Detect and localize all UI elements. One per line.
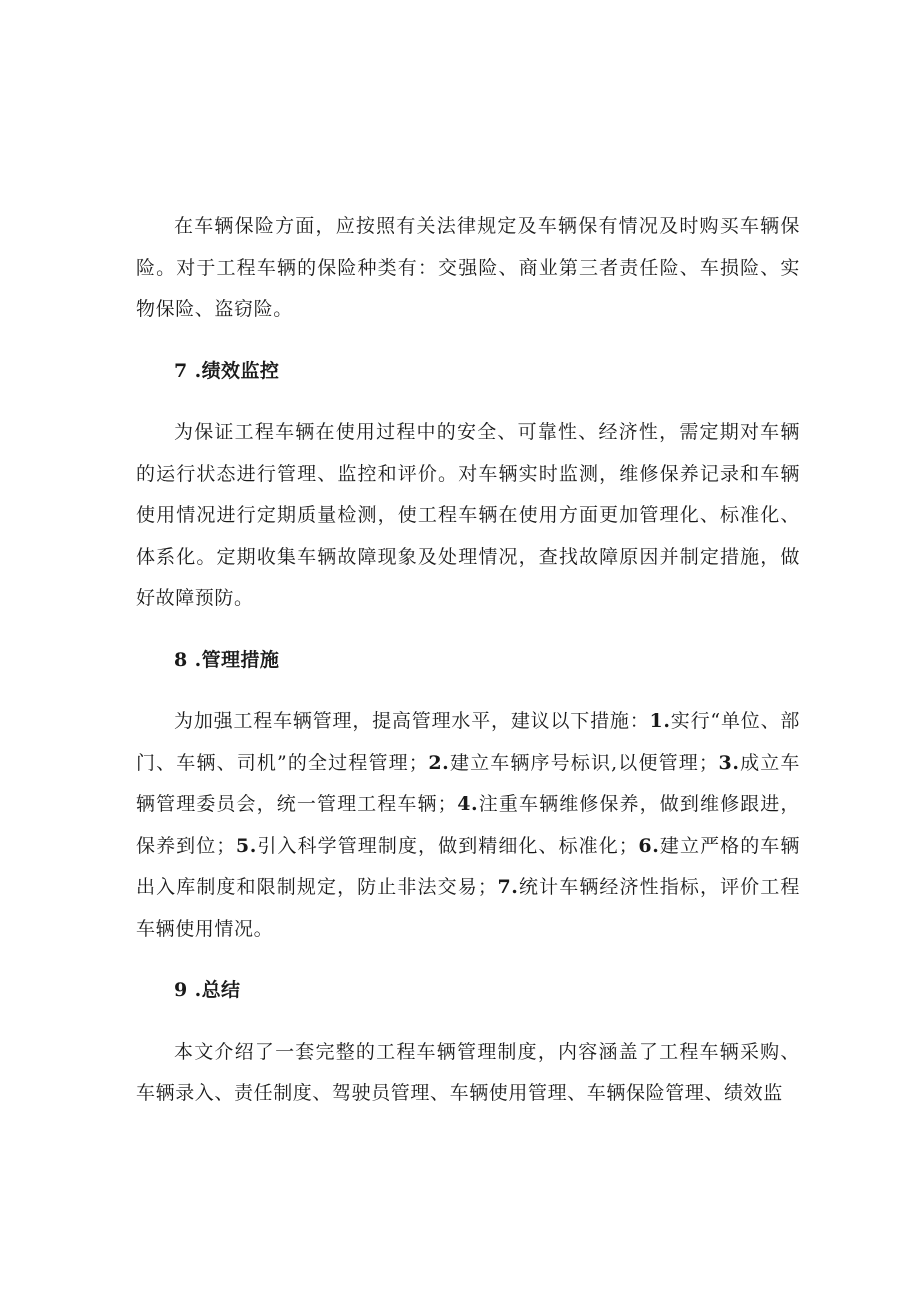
measure-number: 7. — [497, 876, 519, 898]
paragraph-performance: 为保证工程车辆在使用过程中的安全、可靠性、经济性，需定期对车辆的运行状态进行管理、监控和评价。对车辆实时监测，维修保养记录和车辆使用情况进行定期质量检测，使工程车辆在使用方面更加管理化、标准化、体系化。定期收集车辆故障现象及处理情况，查找故障原因并制定措施，做好故障预防。 — [136, 421, 800, 609]
heading-text: .管理措施 — [187, 648, 280, 671]
measure-number: 2. — [428, 751, 450, 774]
heading-performance-monitoring — [136, 351, 800, 393]
paragraph-measures — [136, 701, 800, 950]
document-page — [136, 206, 800, 1115]
measure-number: 1. — [649, 710, 671, 732]
measure-text: 实行“单位、部门、车辆、司机”的全过程管理； — [136, 710, 800, 774]
heading-summary — [136, 970, 800, 1012]
measure-text: 成立车辆管理委员会，统一管理工程车辆； — [136, 751, 800, 815]
measure-number: 6. — [638, 834, 660, 857]
measure-text: 统计车辆经济性指标，评价工程车辆使用情况。 — [136, 876, 800, 940]
heading-number: 7 — [174, 359, 188, 382]
heading-text: .绩效监控 — [187, 359, 280, 382]
heading-number: 9 — [174, 979, 188, 1001]
measure-number: 3. — [718, 751, 740, 774]
measure-text: 注重车辆维修保养，做到维修跟进，保养到位； — [136, 793, 800, 857]
heading-text: .总结 — [187, 979, 241, 1001]
measure-text: 建立严格的车辆出入库制度和限制规定，防止非法交易； — [136, 834, 800, 898]
measures-intro: 为加强工程车辆管理，提高管理水平，建议以下措施： — [174, 710, 650, 732]
heading-management-measures — [136, 640, 800, 682]
measure-text: 引入科学管理制度，做到精细化、标准化； — [256, 834, 639, 857]
paragraph-summary: 本文介绍了一套完整的工程车辆管理制度，内容涵盖了工程车辆采购、车辆录入、责任制度、驾驶员管理、车辆使用管理、车辆保险管理、绩效监 — [136, 1040, 800, 1104]
measure-number: 5. — [235, 834, 257, 857]
measure-text: 建立车辆序号标识,以便管理； — [449, 751, 719, 774]
measure-number: 4. — [457, 793, 479, 815]
heading-number: 8 — [174, 648, 188, 671]
paragraph-insurance: 在车辆保险方面，应按照有关法律规定及车辆保有情况及时购买车辆保险。对于工程车辆的保险种类有：交强险、商业第三者责任险、车损险、实物保险、盗窃险。 — [136, 215, 800, 320]
